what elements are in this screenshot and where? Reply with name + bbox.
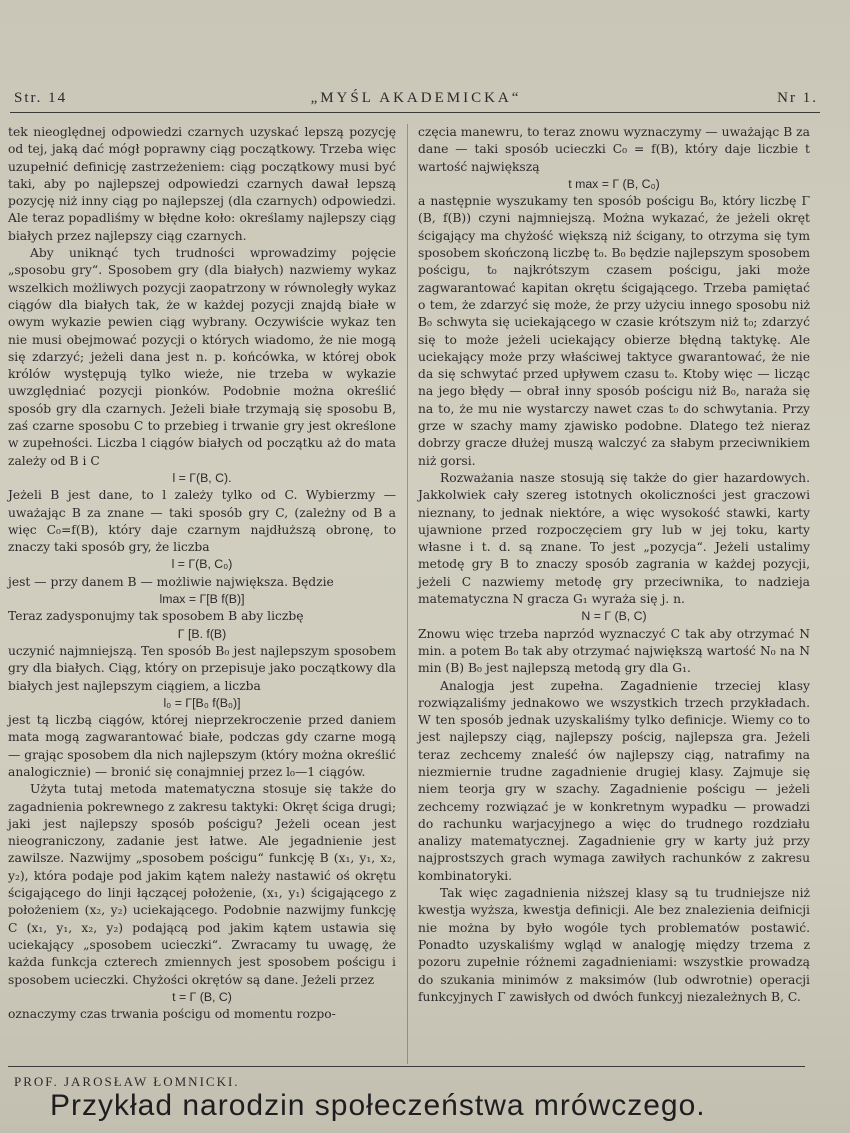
formula: l = Γ(B, C). <box>172 470 232 485</box>
formula: N = Γ (B, C) <box>581 609 647 624</box>
paragraph: Użyta tutaj metoda matematyczna stosuje się także do zagadnienia pokrewnego z zakresu taktyki: Okręt ściga drugi; jaki jest najlepszy sposób pościgu? Jeżeli ocean jest nieograniczony, zadanie jest łatwe. Ale jegadnienie jest zawilsze. Nazwijmy „sposobem pościgu“ funkcję B (x₁, y₁, x₂, y₂), która podaje pod jakim kątem należy nastawić oś okrętu ścigającego do linji łączącej położenie, (x₁, y₁) ścigającego z położeniem (x₂, y₂) uciekającego. Podobnie nazwijmy funkcję C (x₁, y₁, x₂, y₂) podającą pod jakim kątem ustawia się uciekający „sposobem ucieczki“. Zwracamy tu uwagę, że każda funkcja czterech zmiennych jest sposobem pościgu i sposobem ucieczki. Chyżości okrętów są dane. Jeżeli przez <box>8 782 396 987</box>
page-number: Str. 14 <box>14 90 68 106</box>
header-rule <box>10 112 820 113</box>
paragraph: uczynić najmniejszą. Ten sposób B₀ jest najlepszym sposobem gry dla białych. Ciąg, który on przepisuje jako początkowy dla białych jest najlepszym ciągiem, a liczba <box>8 643 396 693</box>
page-header <box>14 90 818 112</box>
article-author: PROF. JAROSŁAW ŁOMNICKI. <box>14 1074 240 1089</box>
paragraph: tek nieoględnej odpowiedzi czarnych uzyskać lepszą pozycję od tej, jaką dać mógł poprawny ciąg początkowy. Trzeba więc uzupełnić definicję zastrzeżeniem: ciąg początkowy musi być taki, aby po najlepszej odpowiedzi czarnych dawał lepszą pozycję niż inny ciąg po najlepszej (dla czarnych) odpowiedzi. Ale teraz popadliśmy w błędne koło: określamy najlepszy ciąg białych przez najlepszy ciąg czarnych. <box>8 125 396 243</box>
paragraph: Analogja jest zupełna. Zagadnienie trzeciej klasy rozwiązaliśmy jednakowo we wszystkich trzech przykładach. W ten sposób jednak uzyskaliśmy tylko definicje. Wiemy co to jest najlepszy ciąg, najlepszy pościg, najlepsza gra. Jeżeli teraz zechcemy znaleść ów najlepszy ciąg, natrafimy na niezmiernie trudne zagadnienie drugiej klasy. Zajmuje się niem teorja gry w szachy. Zagadnienie pościgu — jeżeli zechcemy rozwiązać je w konkretnym wypadku — prowadzi do rachunku warjacyjnego a więc do trudnego rozdziału analizy matematycznej. Zagadnienie gry w karty już przy najprostszych grach wymaga zawiłych rachunków z zakresu kombinatoryki. <box>418 678 810 883</box>
formula: l = Γ(B, C₀) <box>171 557 233 572</box>
paragraph: Tak więc zagadnienia niższej klasy są tu trudniejsze niż kwestja wyższa, kwestja definicji. Ale bez znalezienia deifnicji nie można by było wogóle tych problematów postawić. Ponadto uzyskaliśmy wgląd w analogję między trzema z pozoru zupełnie różnemi zagadnieniami: wszystkie prowadzą do szukania minimów z maksimów (lub odwrotnie) operacji funkcyjnych Γ zawisłych od dwóch funkcyj niezależnych B, C. <box>418 886 810 1004</box>
journal-title: „MYŚL AKADEMICKA“ <box>310 90 522 106</box>
paragraph: częcia manewru, to teraz znowu wyznaczymy — uważając B za dane — taki sposób ucieczki C₀ = f(B), który daje liczbie t wartość największą <box>418 125 810 174</box>
paragraph: Rozważania nasze stosują się także do gier hazardowych. Jakkolwiek cały szereg istotnych okoliczności jest graczowi nieznany, to jednak niektóre, a więc wysokość stawki, karty ujawnione przed rozpoczęciem gry lub w jej toku, karty własne i t. d. są znane. To jest „pozycja“. Jeżeli ustalimy metodę gry B to znaczy sposób zagrania w każdej pozycji, jeżeli C nazwiemy metodę gry przeciwnika, to nadzieja matematyczna N gracza G₁ wyraża się j. n. <box>418 470 810 607</box>
formula: t max = Γ (B, C₀) <box>568 176 660 191</box>
article-headline: Przykład narodzin społeczeństwa mrówczego. <box>50 1089 706 1122</box>
paragraph: oznaczymy czas trwania pościgu od momentu rozpo- <box>8 1007 336 1022</box>
right-column <box>418 124 810 1006</box>
left-column <box>8 124 396 1023</box>
column-divider <box>407 124 408 1064</box>
formula: lmax = Γ[B f(B)] <box>159 592 245 607</box>
issue-number: Nr 1. <box>777 90 818 106</box>
formula: t = Γ (B, C) <box>172 989 232 1004</box>
formula: Γ [B. f(B) <box>177 626 227 641</box>
footer-rule <box>8 1066 805 1067</box>
paragraph: Aby uniknąć tych trudności wprowadzimy pojęcie „sposobu gry“. Sposobem gry (dla białych) nazwiemy wykaz wszelkich możliwych pozycji zaopatrzony w równoległy wykaz ciągów dla białych tak, że w każdej pozycji znajdą białe w owym wykazie pewien ciąg wybrany. Oczywiście wykaz ten nie musi obejmować pozycji o których wiadomo, że nie mogą się zdarzyć; jeżeli dana jest n. p. końcówka, w której obok królów występują tylko wieże, nie trzeba w wykazie uwzględniać pozycji pionków. Podobnie można określić sposób gry dla czarnych. Jeżeli białe trzymają się sposobu B, zaś czarne sposobu C to przebieg i trwanie gry jest określone w zupełności. Liczba l ciągów białych od początku aż do mata zależy od B i C <box>8 246 396 468</box>
paragraph: a następnie wyszukamy ten sposób pościgu B₀, który liczbę Γ (B, f(B)) czyni najmniejszą. Można wykazać, że jeżeli okręt ścigający ma chyżość większą niż ścigany, to otrzyma się tym sposobem skończoną liczbę t₀. B₀ będzie najlepszym sposobem pościgu, t₀ najkrótszym czasem pościgu, jaki może zagwarantować kapitan okrętu ścigającego. Trzeba pamiętać o tem, że zdarzyć się może, że przy użyciu innego sposobu niż B₀ schwyta się uciekającego w czasie krótszym niż t₀; zdarzyć się to może jeżeli uciekający obierze błędną taktykę. Ale uciekający może przy właściwej taktyce gwarantować, że nie da się schwytać przed upływem czasu t₀. Ktoby więc — licząc na jego błędy — obrał inny sposób pościgu niż B₀, naraża się na to, że mu nie wystarczy nawet czas t₀ do schwytania. Przy grze w szachy mamy zjawisko podobne. Dlatego też nieraz dobrzy gracze dłużej muszą walczyć za słabym przeciwnikiem niż gorsi. <box>418 194 810 468</box>
paragraph: Jeżeli B jest dane, to l zależy tylko od C. Wybierzmy — uważając B za znane — taki sposób gry C, (zależny od B a więc C₀=f(B), który daje czarnym najdłuższą obronę, to znaczy taki sposób gry, że liczba <box>8 488 396 555</box>
paragraph: Teraz zadysponujmy tak sposobem B aby liczbę <box>8 609 304 624</box>
paragraph: jest — przy danem B — możliwie największa. Będzie <box>8 574 334 589</box>
formula: l₀ = Γ[B₀ f(B₀)] <box>163 695 241 710</box>
paragraph: jest tą liczbą ciągów, której nieprzekroczenie przed daniem mata mogą zagwarantować białe, podczas gdy czarne mogą — grając sposobem dla nich najlepszym (który można określić analogicznie) — bronić się conajmniej przez l₀—1 ciągów. <box>8 713 396 779</box>
paragraph: Znowu więc trzeba naprzód wyznaczyć C tak aby otrzymać N min. a potem B₀ tak aby otrzymać największą wartość N₀ na N min (B) B₀ jest najlepszą metodą gry dla G₁. <box>418 626 810 676</box>
